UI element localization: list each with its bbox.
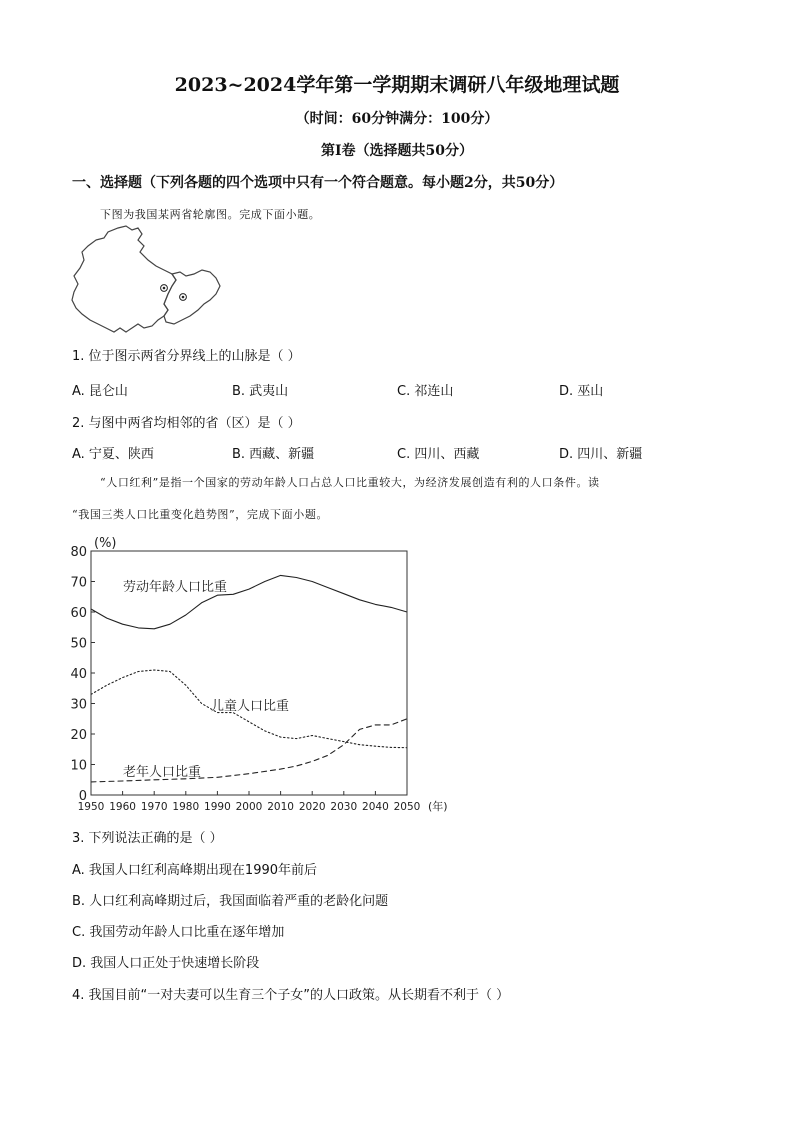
capital-marker-west	[161, 285, 168, 292]
y-tick-label: 70	[70, 575, 87, 591]
x-tick-label: 1990	[204, 801, 231, 813]
q1-option-a[interactable]: A. 昆仑山	[72, 384, 128, 399]
label-working-age: 劳动年龄人口比重	[123, 580, 228, 595]
label-elderly: 老年人口比重	[123, 765, 202, 780]
q3-option-c[interactable]: C. 我国劳动年龄人口比重在逐年增加	[72, 925, 285, 940]
y-tick-label: 60	[70, 606, 87, 621]
x-tick-label: 2000	[235, 801, 263, 813]
question-3-stem: 3. 下列说法正确的是（ ）	[72, 831, 223, 846]
x-tick-label: 2010	[267, 801, 294, 813]
y-tick-label: 50	[70, 636, 87, 652]
y-tick-label: 80	[70, 545, 87, 560]
province-east-outline	[164, 270, 220, 324]
page-title: 2023~2024学年第一学期期末调研八年级地理试题	[174, 74, 620, 96]
x-tick-label: 1950	[77, 801, 105, 813]
q1-option-d[interactable]: D. 巫山	[559, 384, 604, 399]
q2-option-d[interactable]: D. 四川、新疆	[559, 447, 643, 462]
y-axis-unit-label: (%)	[94, 536, 117, 551]
x-tick-label: 2040	[362, 801, 389, 813]
capital-marker-east	[180, 294, 187, 301]
volume-heading: 第Ⅰ卷（选择题共50分）	[320, 143, 474, 159]
x-tick-label: 1980	[172, 801, 200, 813]
y-tick-label: 0	[78, 789, 87, 804]
exam-time-note: （时间：60分钟满分：100分）	[295, 111, 499, 127]
province-west-outline	[72, 226, 176, 332]
y-tick-label: 40	[70, 667, 87, 682]
x-tick-label: 2020	[298, 801, 326, 813]
province-outline-map	[68, 224, 228, 336]
map-intro: 下图为我国某两省轮廓图。完成下面小题。	[100, 208, 321, 221]
question-4-stem: 4. 我国目前“一对夫妻可以生育三个子女”的人口政策。从长期看不利于（ ）	[72, 988, 510, 1003]
chart-intro-line-1: “人口红利”是指一个国家的劳动年龄人口占总人口比重较大，为经济发展创造有利的人口条件。读	[100, 476, 600, 489]
section-heading: 一、选择题（下列各题的四个选项中只有一个符合题意。每小题2分，共50分）	[72, 175, 564, 191]
question-1-stem: 1. 位于图示两省分界线上的山脉是（ ）	[72, 349, 301, 364]
y-tick-label: 30	[70, 697, 87, 713]
x-tick-label: 1960	[109, 801, 136, 813]
y-tick-label: 10	[70, 758, 87, 774]
y-tick-label: 20	[70, 728, 87, 743]
x-tick-label: 2030	[330, 801, 358, 813]
q3-option-a[interactable]: A. 我国人口红利高峰期出现在1990年前后	[72, 863, 318, 878]
x-tick-label: 2050	[393, 801, 421, 813]
q2-option-c[interactable]: C. 四川、西藏	[397, 447, 480, 462]
label-children: 儿童人口比重	[211, 699, 290, 714]
q2-option-b[interactable]: B. 西藏、新疆	[232, 447, 315, 462]
q2-option-a[interactable]: A. 宁夏、陕西	[72, 447, 154, 462]
x-tick-label: 1970	[140, 801, 168, 813]
q3-option-b[interactable]: B. 人口红利高峰期过后，我国面临着严重的老龄化问题	[72, 894, 389, 909]
x-axis-unit-label: (年)	[428, 800, 448, 813]
population-trend-chart	[60, 530, 480, 820]
q3-option-d[interactable]: D. 我国人口正处于快速增长阶段	[72, 956, 260, 971]
q1-option-b[interactable]: B. 武夷山	[232, 384, 289, 399]
q1-option-c[interactable]: C. 祁连山	[397, 384, 454, 399]
chart-intro-line-2: “我国三类人口比重变化趋势图”，完成下面小题。	[72, 508, 329, 521]
question-2-stem: 2. 与图中两省均相邻的省（区）是（ ）	[72, 416, 301, 431]
